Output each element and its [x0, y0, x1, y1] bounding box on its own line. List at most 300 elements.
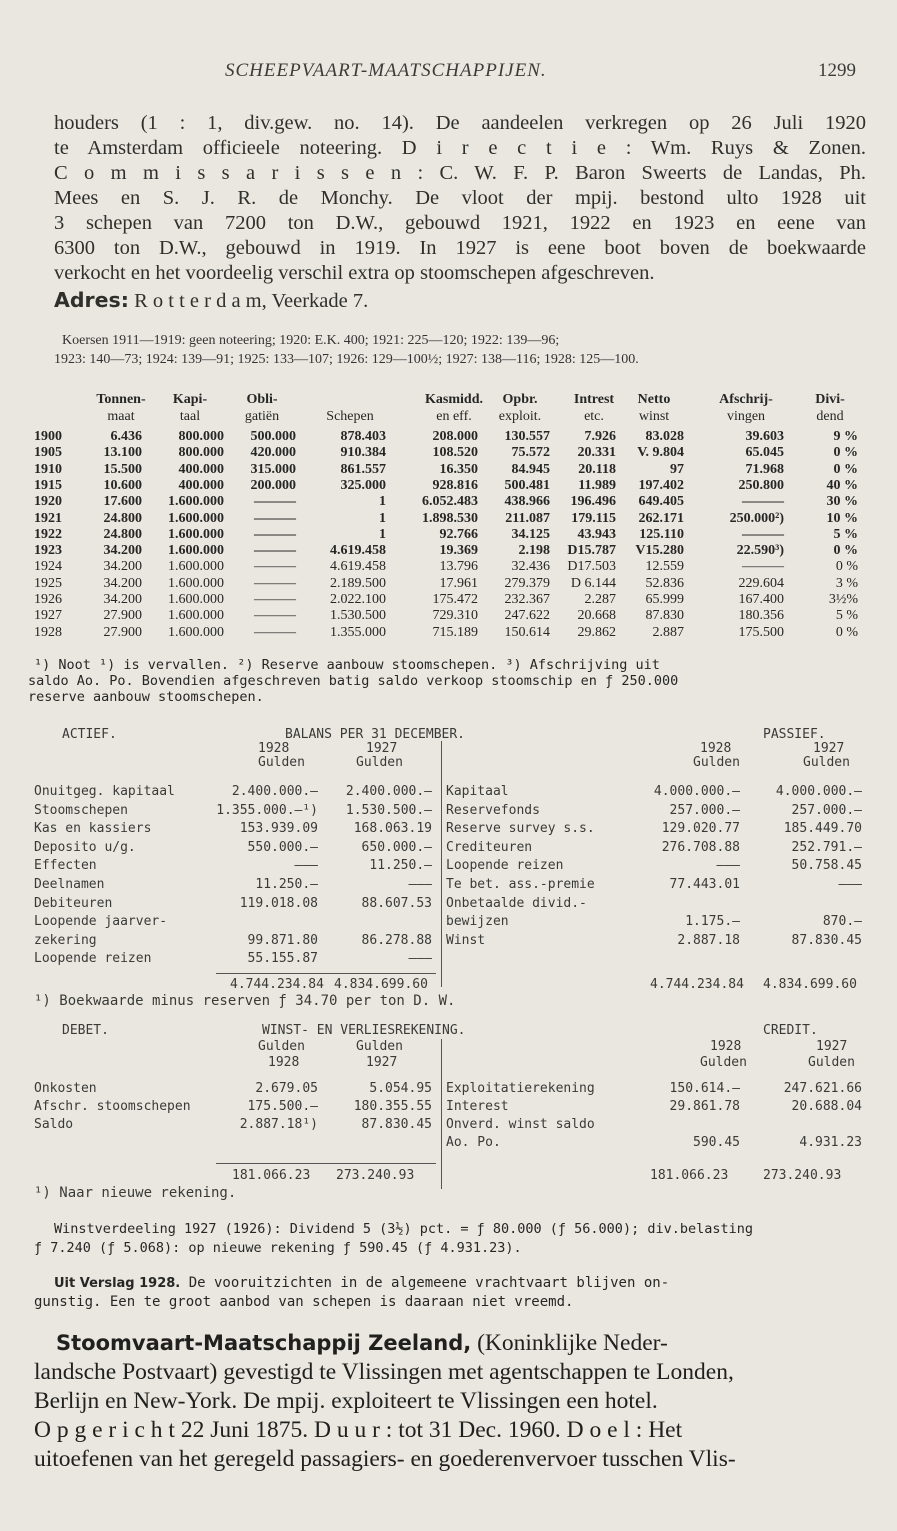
- zeeland-company-entry: [0, 1330, 897, 1500]
- table-cell: 229.604: [738, 575, 784, 591]
- table-row: [0, 592, 897, 608]
- value-1927: 870.—: [822, 914, 862, 930]
- value-1927: 252.791.—: [791, 839, 862, 855]
- intro-line: Mees en S. J. R. de Monchy. De vloot der mpij. bestond ulto 1928 uit: [54, 187, 866, 209]
- table-cell: ———: [254, 575, 296, 591]
- company-intro-paragraph: [0, 112, 897, 312]
- col-header: vingen: [726, 409, 766, 424]
- table-cell: 7.926: [584, 429, 616, 444]
- account-label: Loopende reizen: [446, 858, 564, 874]
- company-intro: (Koninklijke Neder-: [477, 1330, 668, 1356]
- table-cell: 34.200: [103, 575, 142, 591]
- account-label: Deelnamen: [34, 877, 105, 892]
- table-row: [0, 445, 897, 461]
- table-cell: 4.619.458: [330, 543, 386, 559]
- value-1927: 86.278.88: [361, 932, 432, 948]
- table-cell: 5 %: [835, 608, 858, 624]
- year-cell: 1910: [34, 461, 62, 477]
- col-header: maat: [107, 409, 135, 424]
- year-cell: 1921: [34, 510, 62, 526]
- balance-title: BALANS PER 31 DECEMBER.: [285, 727, 466, 742]
- account-label: Te bet. ass.-premie: [446, 877, 595, 892]
- intro-line: 3 schepen van 7200 ton D.W., gebouwd 1921, 1922 en 1923 en eene van: [54, 212, 866, 234]
- table-cell: 5 %: [833, 526, 858, 542]
- verslag-line: gunstig. Een te groot aanbod van schepen is daaraan niet vreemd.: [34, 1294, 574, 1310]
- page-number: 1299: [818, 60, 856, 81]
- year-heading: 1928: [710, 1039, 742, 1054]
- table-cell: 13.796: [439, 559, 478, 575]
- table-cell: 20.118: [578, 461, 616, 477]
- table-cell: 0 %: [833, 461, 858, 477]
- table-cell: 34.125: [511, 526, 550, 542]
- table-cell: 15.500: [103, 461, 142, 477]
- table-cell: 34.200: [103, 592, 142, 607]
- table-cell: ———: [742, 526, 784, 542]
- column-divider: [441, 741, 442, 987]
- value-1927: 4.000.000.—: [775, 784, 862, 799]
- col-header: Afschrij-: [719, 392, 773, 407]
- table-cell: D 6.144: [570, 575, 616, 591]
- table-cell: 52.836: [645, 575, 684, 591]
- koersen-block: [0, 333, 897, 373]
- value-1928: 1.355.000.—¹): [216, 802, 318, 818]
- value-1928: 153.939.09: [239, 821, 318, 837]
- table-cell: 39.603: [745, 429, 784, 444]
- col-header: Opbr.: [502, 392, 538, 407]
- stats-header-row: [0, 409, 897, 425]
- table-cell: 2.189.500: [330, 575, 386, 591]
- value-1928: 257.000.—: [669, 802, 740, 818]
- col-header: Kapi-: [172, 392, 208, 407]
- year-heading: 1928: [268, 1055, 300, 1070]
- table-cell: 17.600: [103, 494, 142, 510]
- table-cell: 43.943: [577, 526, 616, 542]
- account-label: Afschr. stoomschepen: [34, 1099, 191, 1114]
- table-cell: 1.600.000: [168, 494, 224, 510]
- year-heading: 1927: [816, 1039, 848, 1054]
- table-cell: 715.189: [432, 624, 478, 640]
- table-cell: 211.087: [505, 510, 550, 526]
- zeeland-line: O p g e r i c h t 22 Juni 1875. D u u r : tot 31 Dec. 1960. D o e l : Het: [34, 1417, 683, 1443]
- table-cell: 92.766: [439, 526, 478, 542]
- table-cell: 6.052.483: [422, 494, 478, 510]
- value-1927: 247.621.66: [783, 1081, 862, 1096]
- currency-heading: Gulden: [808, 1055, 855, 1070]
- table-cell: 17.961: [439, 575, 478, 591]
- zeeland-heading-line: [56, 1330, 668, 1357]
- table-cell: 247.622: [504, 608, 550, 624]
- table-cell: 175.472: [432, 592, 478, 607]
- table-cell: 400.000: [178, 477, 224, 493]
- table-cell: ———: [254, 543, 296, 559]
- table-cell: 0 %: [835, 559, 858, 575]
- koersen-line: 1923: 140—73; 1924: 139—91; 1925: 133—107; 1926: 129—100½; 1927: 138—116; 1928: 125—100.: [54, 352, 639, 367]
- table-cell: 34.200: [103, 543, 142, 559]
- table-cell: 65.045: [745, 445, 784, 461]
- note-line: reserve aanbouw stoomschepen.: [28, 689, 264, 705]
- table-cell: 9 %: [833, 429, 858, 444]
- total-rule: [216, 1163, 436, 1164]
- year-heading: 1928: [700, 741, 732, 756]
- actief-total-1927: 4.834.699.60: [334, 977, 428, 992]
- account-label: Loopende jaarver-: [34, 914, 168, 930]
- table-cell: ———: [254, 494, 296, 510]
- table-cell: 65.999: [645, 592, 684, 607]
- table-cell: V15.280: [635, 543, 684, 559]
- table-cell: 200.000: [250, 477, 296, 493]
- col-header: Obli-: [246, 392, 278, 407]
- year-cell: 1924: [34, 559, 62, 575]
- value-1928: 276.708.88: [661, 839, 740, 855]
- col-header: Tonnen-: [96, 392, 146, 407]
- address-label: Adres:: [54, 288, 129, 312]
- table-cell: 0 %: [833, 445, 858, 461]
- account-label: Kapitaal: [446, 784, 509, 799]
- intro-line: 6300 ton D.W., gebouwd in 1919. In 1927 is eene boot boven de boekwaarde: [54, 237, 866, 259]
- running-title: SCHEEPVAART-MAATSCHAPPIJEN.: [225, 60, 547, 81]
- account-label: Onkosten: [34, 1081, 97, 1096]
- value-1928: 1.175.—: [685, 914, 740, 930]
- table-cell: 108.520: [432, 445, 478, 461]
- table-cell: 130.557: [504, 429, 550, 444]
- table-cell: 2.022.100: [330, 592, 386, 607]
- table-cell: 910.384: [340, 445, 386, 461]
- value-1928: 4.000.000.—: [653, 784, 740, 799]
- year-heading: 1928: [258, 741, 290, 756]
- year-cell: 1915: [34, 477, 62, 493]
- table-cell: 2.198: [518, 543, 550, 559]
- value-1928: 2.887.18¹): [239, 1117, 318, 1132]
- table-row: [0, 527, 897, 543]
- table-cell: 10.600: [103, 477, 142, 493]
- table-row: [0, 429, 897, 445]
- col-header: winst: [638, 409, 670, 424]
- table-cell: 1.600.000: [168, 559, 224, 575]
- table-cell: D15.787: [567, 543, 616, 559]
- col-header: en eff.: [436, 409, 472, 424]
- stats-header-row: [0, 392, 897, 408]
- table-cell: 11.989: [578, 477, 616, 493]
- table-row: [0, 543, 897, 559]
- value-1927: ———: [408, 877, 432, 892]
- col-header: dend: [816, 409, 844, 424]
- table-cell: 6.436: [110, 429, 142, 444]
- table-cell: 3 %: [835, 575, 858, 591]
- total-rule: [216, 973, 436, 974]
- account-label: Winst: [446, 932, 486, 948]
- table-cell: 420.000: [250, 445, 296, 461]
- table-cell: 32.436: [511, 559, 550, 575]
- debet-total-1928: 181.066.23: [232, 1168, 311, 1183]
- table-cell: ———: [742, 559, 784, 575]
- value-1928: 2.679.05: [255, 1081, 318, 1096]
- account-label: Deposito u/g.: [34, 839, 136, 855]
- table-cell: 19.369: [439, 543, 478, 559]
- value-1928: 175.500.—: [247, 1099, 318, 1114]
- value-1928: 2.400.000.—: [231, 784, 318, 799]
- note-line: saldo Ao. Po. Bovendien afgeschreven batig saldo verkoop stoomschip en ƒ 250.000: [28, 673, 679, 689]
- profit-loss-footnote: ¹) Naar nieuwe rekening.: [34, 1185, 237, 1201]
- passief-label: PASSIEF.: [763, 727, 826, 742]
- year-cell: 1928: [34, 624, 62, 640]
- value-1928: 119.018.08: [239, 895, 318, 911]
- year-cell: 1920: [34, 494, 62, 510]
- table-cell: ———: [254, 559, 296, 575]
- col-header: gatiën: [244, 409, 280, 424]
- account-label: Exploitatierekening: [446, 1081, 595, 1096]
- profit-loss-account: [0, 1023, 897, 1208]
- table-cell: 262.171: [638, 510, 684, 526]
- account-label: Onbetaalde divid.-: [446, 895, 587, 911]
- currency-heading: Gulden: [356, 755, 403, 770]
- value-1927: 88.607.53: [361, 895, 432, 911]
- col-header: Kasmidd.: [425, 392, 483, 407]
- value-1927: 180.355.55: [353, 1099, 432, 1114]
- winstverdeeling: [0, 1221, 897, 1261]
- table-cell: 729.310: [432, 608, 478, 624]
- table-cell: 13.100: [103, 445, 142, 461]
- address-value: R o t t e r d a m, Veerkade 7.: [134, 290, 369, 312]
- table-cell: 12.559: [645, 559, 684, 575]
- table-cell: 22.590³): [736, 543, 784, 559]
- table-row: [0, 559, 897, 575]
- table-cell: 10 %: [826, 510, 858, 526]
- credit-label: CREDIT.: [763, 1023, 818, 1038]
- table-cell: 232.367: [504, 592, 550, 607]
- account-label: Reservefonds: [446, 802, 540, 818]
- value-1927: 87.830.45: [361, 1117, 432, 1132]
- table-cell: 24.800: [103, 526, 142, 542]
- balance-sheet: [0, 727, 897, 1017]
- value-1927: 650.000.—: [361, 839, 432, 855]
- credit-total-1927: 273.240.93: [763, 1168, 842, 1183]
- value-1927: 50.758.45: [791, 858, 862, 874]
- table-cell: 1.600.000: [168, 510, 224, 526]
- table-cell: ———: [742, 494, 784, 510]
- year-heading: 1927: [366, 1055, 398, 1070]
- balance-footnote: ¹) Boekwaarde minus reserven ƒ 34.70 per ton D. W.: [34, 993, 456, 1009]
- year-cell: 1922: [34, 526, 62, 542]
- value-1928: ———: [716, 858, 740, 874]
- table-cell: 83.028: [645, 429, 684, 444]
- zeeland-line: Berlijn en New-York. De mpij. exploiteert te Vlissingen een hotel.: [34, 1388, 658, 1414]
- year-cell: 1905: [34, 445, 62, 461]
- table-cell: 1.600.000: [168, 624, 224, 640]
- year-cell: 1926: [34, 592, 62, 607]
- profit-loss-title: WINST- EN VERLIESREKENING.: [262, 1023, 466, 1038]
- table-cell: 928.816: [432, 477, 478, 493]
- table-row: [0, 511, 897, 527]
- table-cell: 208.000: [432, 429, 478, 444]
- credit-total-1928: 181.066.23: [650, 1168, 729, 1183]
- year-cell: 1923: [34, 543, 62, 559]
- currency-heading: Gulden: [258, 755, 305, 770]
- table-cell: 1.600.000: [168, 575, 224, 591]
- table-cell: 500.000: [250, 429, 296, 444]
- value-1927: ———: [408, 951, 432, 967]
- company-name: Stoomvaart-Maatschappij Zeeland,: [56, 1331, 472, 1355]
- value-1927: 20.688.04: [791, 1099, 862, 1114]
- currency-heading: Gulden: [693, 755, 740, 770]
- table-cell: 27.900: [103, 608, 142, 624]
- table-cell: 0 %: [835, 624, 858, 640]
- value-1928: ———: [294, 858, 318, 874]
- account-label: Interest: [446, 1099, 509, 1114]
- table-cell: 97: [670, 461, 684, 477]
- table-cell: 500.481: [504, 477, 550, 493]
- account-label: Crediteuren: [446, 839, 533, 855]
- value-1927: 2.400.000.—: [345, 784, 432, 799]
- table-cell: 175.500: [738, 624, 784, 640]
- col-header: Netto: [637, 392, 671, 407]
- table-cell: 649.405: [638, 494, 684, 510]
- value-1927: 4.931.23: [799, 1135, 862, 1150]
- table-cell: 30 %: [826, 494, 858, 510]
- col-header: Schepen: [326, 409, 374, 424]
- account-label: Kas en kassiers: [34, 821, 152, 837]
- table-row: [0, 625, 897, 641]
- table-cell: 1.355.000: [330, 624, 386, 640]
- verslag-text: De vooruitzichten in de algemeene vrachtvaart blijven on-: [188, 1275, 670, 1291]
- column-divider: [441, 1039, 442, 1189]
- table-cell: ———: [254, 592, 296, 607]
- intro-line: houders (1 : 1, div.gew. no. 14). De aandeelen verkregen op 26 Juli 1920: [54, 112, 866, 134]
- value-1927: 11.250.—: [369, 858, 432, 874]
- account-label: Stoomschepen: [34, 802, 128, 818]
- zeeland-line: landsche Postvaart) gevestigd te Vlissingen met agentschappen te Londen,: [34, 1359, 734, 1385]
- value-1928: 99.871.80: [247, 932, 318, 948]
- table-cell: 29.862: [577, 624, 616, 640]
- table-cell: 24.800: [103, 510, 142, 526]
- table-cell: 0 %: [833, 543, 858, 559]
- account-label: Ao. Po.: [446, 1135, 501, 1150]
- account-label: Saldo: [34, 1117, 74, 1132]
- verslag-line: [54, 1275, 669, 1291]
- currency-heading: Gulden: [700, 1055, 747, 1070]
- year-heading: 1927: [366, 741, 398, 756]
- account-label: bewijzen: [446, 914, 509, 930]
- table-cell: ———: [254, 526, 296, 542]
- col-header: Intrest: [573, 392, 615, 407]
- table-cell: 800.000: [178, 429, 224, 444]
- year-cell: 1927: [34, 608, 62, 624]
- table-cell: 325.000: [340, 477, 386, 493]
- value-1928: 2.887.18: [677, 932, 740, 948]
- table-cell: 196.496: [570, 494, 616, 510]
- table-cell: 400.000: [178, 461, 224, 477]
- year-cell: 1900: [34, 429, 62, 444]
- table-cell: 197.402: [638, 477, 684, 493]
- table-cell: 2.887: [652, 624, 684, 640]
- currency-heading: Gulden: [258, 1039, 305, 1054]
- account-label: Onverd. winst saldo: [446, 1117, 595, 1132]
- value-1928: 77.443.01: [669, 877, 740, 892]
- year-cell: 1925: [34, 575, 62, 591]
- financial-statistics-table: [0, 392, 897, 662]
- table-cell: 71.968: [745, 461, 784, 477]
- table-row: [0, 576, 897, 592]
- table-cell: 84.945: [511, 461, 550, 477]
- table-row: [0, 478, 897, 494]
- table-cell: ———: [254, 510, 296, 526]
- value-1928: 129.020.77: [661, 821, 740, 837]
- account-label: Loopende reizen: [34, 951, 152, 967]
- value-1928: 590.45: [693, 1135, 740, 1150]
- table-cell: 250.800: [738, 477, 784, 493]
- value-1928: 150.614.—: [669, 1081, 740, 1096]
- value-1927: 185.449.70: [783, 821, 862, 837]
- table-cell: 167.400: [738, 592, 784, 607]
- col-header: Divi-: [815, 392, 845, 407]
- account-label: Debiteuren: [34, 895, 113, 911]
- table-cell: 1.600.000: [168, 592, 224, 607]
- currency-heading: Gulden: [803, 755, 850, 770]
- table-cell: 861.557: [340, 461, 386, 477]
- table-cell: 1: [379, 494, 386, 510]
- year-heading: 1927: [813, 741, 845, 756]
- account-label: Reserve survey s.s.: [446, 821, 595, 837]
- table-cell: 20.331: [577, 445, 616, 461]
- table-cell: D17.503: [567, 559, 616, 575]
- table-cell: 1.530.500: [330, 608, 386, 624]
- table-cell: 4.619.458: [330, 559, 386, 575]
- table-cell: 1.898.530: [422, 510, 478, 526]
- currency-heading: Gulden: [356, 1039, 403, 1054]
- col-header: taal: [179, 409, 201, 424]
- table-cell: 1: [379, 510, 386, 526]
- table-cell: 2.287: [584, 592, 616, 607]
- winstverdeeling-line: Winstverdeeling 1927 (1926): Dividend 5 (3½) pct. = ƒ 80.000 (ƒ 56.000); div.belasting: [54, 1221, 753, 1237]
- table-cell: ———: [254, 608, 296, 624]
- table-cell: 878.403: [340, 429, 386, 444]
- note-line: ¹) Noot ¹) is vervallen. ²) Reserve aanbouw stoomschepen. ³) Afschrijving uit: [34, 657, 660, 673]
- intro-line: te Amsterdam officieele noteering. D i r e c t i e : Wm. Ruys & Zonen.: [54, 137, 866, 159]
- table-cell: 150.614: [504, 624, 550, 640]
- verslag-label: Uit Verslag 1928.: [54, 1276, 181, 1291]
- passief-total-1927: 4.834.699.60: [763, 977, 857, 992]
- intro-line: C o m m i s s a r i s s e n : C. W. F. P. Baron Sweerts de Landas, Ph.: [54, 162, 866, 184]
- table-cell: 125.110: [639, 526, 684, 542]
- table-cell: 3½%: [828, 592, 858, 607]
- value-1928: 29.861.78: [669, 1099, 740, 1114]
- table-cell: 16.350: [439, 461, 478, 477]
- value-1927: 5.054.95: [369, 1081, 432, 1096]
- page-header: [0, 58, 897, 84]
- value-1927: ———: [838, 877, 862, 892]
- value-1927: 1.530.500.—: [345, 802, 432, 818]
- table-row: [0, 462, 897, 478]
- table-cell: 279.379: [504, 575, 550, 591]
- table-cell: 180.356: [738, 608, 784, 624]
- table-cell: 800.000: [178, 445, 224, 461]
- table-cell: V. 9.804: [637, 445, 684, 461]
- address-line: [54, 288, 368, 313]
- table-cell: 315.000: [250, 461, 296, 477]
- table-cell: 27.900: [103, 624, 142, 640]
- winstverdeeling-line: ƒ 7.240 (ƒ 5.068): op nieuwe rekening ƒ 590.45 (ƒ 4.931.23).: [34, 1240, 522, 1256]
- table-cell: 20.668: [577, 608, 616, 624]
- koersen-line: Koersen 1911—1919: geen noteering; 1920: E.K. 400; 1921: 225—120; 1922: 139—96;: [62, 333, 560, 348]
- verslag-paragraph: [0, 1275, 897, 1317]
- table-row: [0, 494, 897, 510]
- table-cell: ———: [254, 624, 296, 640]
- table-cell: 1: [379, 526, 386, 542]
- table-cell: 1.600.000: [168, 608, 224, 624]
- actief-label: ACTIEF.: [62, 727, 117, 742]
- table-cell: 438.966: [504, 494, 550, 510]
- debet-total-1927: 273.240.93: [336, 1168, 415, 1183]
- table-cell: 1.600.000: [168, 543, 224, 559]
